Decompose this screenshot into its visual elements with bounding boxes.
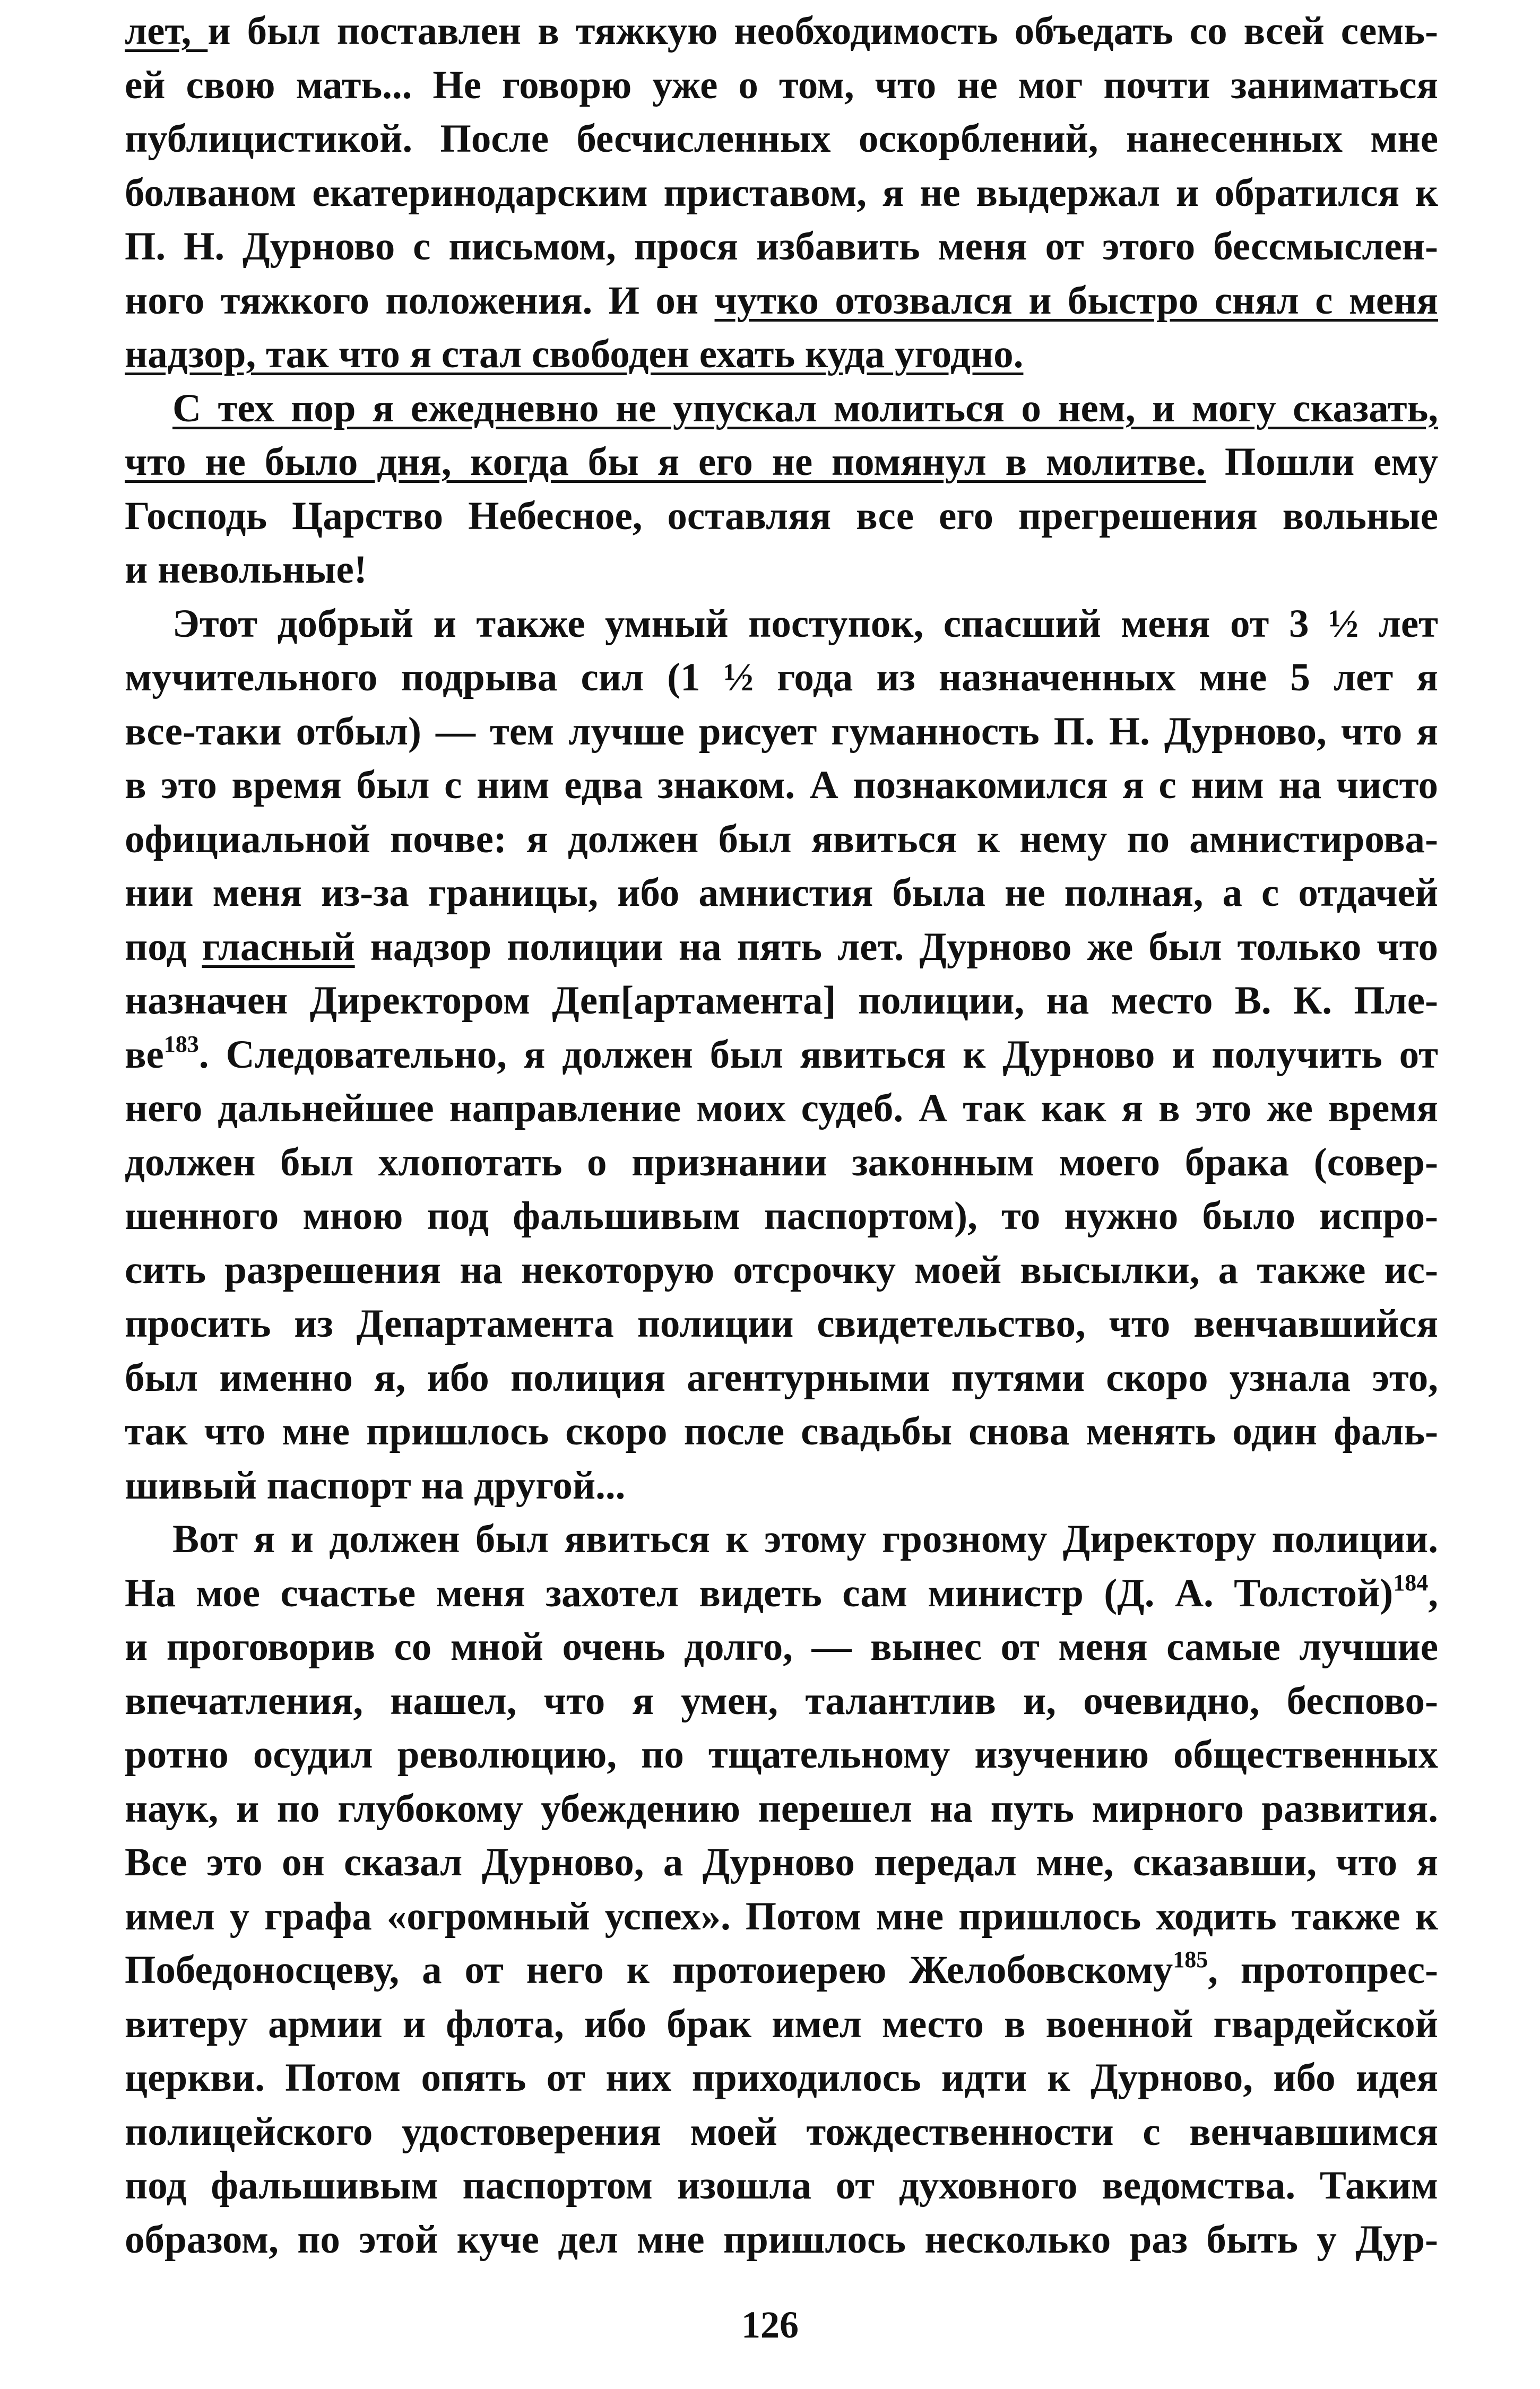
text-run: официальной почве: я должен был явиться к нему по амнистирова- bbox=[125, 817, 1438, 861]
text-line bbox=[125, 1674, 1438, 1728]
text-line bbox=[125, 1512, 1438, 1566]
text-run: все-таки отбыл) — тем лучше рисует гуманность П. Н. Дурново, что я bbox=[125, 709, 1438, 754]
text-run: назначен Директором Деп[артамента] полиции, на место В. К. Пле- bbox=[125, 979, 1438, 1023]
text-run: болваном екатеринодарским приставом, я не выдержал и обратился к bbox=[125, 170, 1438, 215]
text-run: него дальнейшее направление моих судеб. А так как я в это же время bbox=[125, 1086, 1438, 1130]
text-line bbox=[125, 1028, 1438, 1082]
text-run: , протопрес- bbox=[1208, 1948, 1438, 1992]
footnote-ref: 184 bbox=[1393, 1569, 1429, 1596]
footnote-ref: 183 bbox=[163, 1031, 199, 1057]
text-line bbox=[125, 2159, 1438, 2213]
text-run: Вот я и должен был явиться к этому грозному Директору полиции. bbox=[172, 1517, 1438, 1561]
text-line bbox=[125, 382, 1438, 436]
text-run: шивый паспорт на другой... bbox=[125, 1463, 626, 1508]
text-line bbox=[125, 1136, 1438, 1190]
footnote-ref: 185 bbox=[1173, 1946, 1208, 1972]
text-run: наук, и по глубокому убеждению перешел на путь мирного развития. bbox=[125, 1786, 1438, 1831]
text-run: ве bbox=[125, 1032, 164, 1077]
text-line bbox=[125, 920, 1438, 974]
text-line bbox=[125, 651, 1438, 705]
text-run: Пошли ему bbox=[1206, 440, 1438, 484]
text-run: . Следовательно, я должен был явиться к Дурново и получить от bbox=[198, 1032, 1438, 1077]
text-run: ного тяжкого положения. И он bbox=[125, 278, 715, 323]
text-line bbox=[125, 543, 1438, 597]
text-run: Все это он сказал Дурново, а Дурново передал мне, сказавши, что я bbox=[125, 1840, 1438, 1884]
text-run: ротно осудил революцию, по тщательному изучению общественных bbox=[125, 1733, 1438, 1777]
text-run: и невольные! bbox=[125, 548, 367, 592]
text-line bbox=[125, 705, 1438, 759]
underlined-text: чутко отозвался и быстро снял с меня bbox=[714, 278, 1439, 323]
text-line bbox=[125, 974, 1438, 1028]
text-run: должен был хлопотать о признании законным моего брака (совер- bbox=[125, 1140, 1438, 1184]
text-run: впечатления, нашел, что я умен, талантлив и, очевидно, беспово- bbox=[125, 1678, 1438, 1723]
text-run: полицейского удостоверения моей тождественности с венчавшимся bbox=[125, 2109, 1438, 2154]
text-run: церкви. Потом опять от них приходилось идти к Дурново, ибо идея bbox=[125, 2056, 1438, 2100]
text-run: надзор полиции на пять лет. Дурново же был только что bbox=[354, 924, 1438, 969]
text-run: публицистикой. После бесчисленных оскорблений, нанесенных мне bbox=[125, 117, 1438, 161]
text-line bbox=[125, 1943, 1438, 1997]
text-line bbox=[125, 866, 1438, 920]
text-line bbox=[125, 327, 1438, 382]
text-line bbox=[125, 1459, 1438, 1513]
text-line bbox=[125, 597, 1438, 651]
text-run: в это время был с ним едва знаком. А познакомился я с ним на чисто bbox=[125, 763, 1438, 807]
text-run: витеру армии и флота, ибо брак имел место в военной гвардейской bbox=[125, 2002, 1438, 2046]
text-line bbox=[125, 2213, 1438, 2267]
text-run: Победоносцеву, а от него к протоиерею Желобовскому bbox=[125, 1948, 1173, 1992]
text-line bbox=[125, 435, 1438, 489]
text-run: П. Н. Дурново с письмом, прося избавить меня от этого бессмыслен- bbox=[125, 224, 1438, 269]
text-run: Господь Царство Небесное, оставляя все его прегрешения вольные bbox=[125, 494, 1438, 538]
text-run: и проговорив со мной очень долго, — вынес от меня самые лучшие bbox=[125, 1625, 1438, 1669]
underlined-text: С тех пор я ежедневно не упускал молиться о нем, и могу сказать, bbox=[172, 386, 1438, 430]
text-line bbox=[125, 812, 1438, 867]
text-line bbox=[125, 2051, 1438, 2105]
text-line bbox=[125, 1081, 1438, 1136]
text-run: был именно я, ибо полиция агентурными путями скоро узнала это, bbox=[125, 1355, 1438, 1400]
page-number: 126 bbox=[741, 2304, 799, 2346]
text-line bbox=[125, 1405, 1438, 1459]
text-run: имел у графа «огромный успех». Потом мне пришлось ходить также к bbox=[125, 1894, 1438, 1938]
text-run: ей свою мать... Не говорю уже о том, что не мог почти заниматься bbox=[125, 63, 1438, 107]
text-line bbox=[125, 274, 1438, 328]
text-line bbox=[125, 1620, 1438, 1674]
text-line bbox=[125, 166, 1438, 220]
text-run: так что мне пришлось скоро после свадьбы снова менять один фаль- bbox=[125, 1409, 1438, 1453]
text-line bbox=[125, 1836, 1438, 1890]
text-run: шенного мною под фальшивым паспортом), то нужно было испро- bbox=[125, 1194, 1438, 1238]
text-run: просить из Департамента полиции свидетельство, что венчавшийся bbox=[125, 1302, 1438, 1346]
text-run: нии меня из-за границы, ибо амнистия была не полная, а с отдачей bbox=[125, 871, 1438, 915]
text-line bbox=[125, 58, 1438, 112]
text-line bbox=[125, 1297, 1438, 1351]
text-run: сить разрешения на некоторую отсрочку моей высылки, а также ис- bbox=[125, 1248, 1438, 1292]
text-run: , bbox=[1428, 1571, 1438, 1615]
underlined-text: лет, bbox=[125, 9, 208, 53]
text-line bbox=[125, 1351, 1438, 1405]
underlined-text: надзор, так что я стал свободен ехать куда угодно. bbox=[125, 332, 1024, 376]
text-line bbox=[125, 4, 1438, 58]
text-run: Этот добрый и также умный поступок, спасший меня от 3 ½ лет bbox=[172, 601, 1438, 646]
text-line bbox=[125, 1566, 1438, 1621]
text-line bbox=[125, 112, 1438, 166]
text-line bbox=[125, 1728, 1438, 1782]
text-run: и был поставлен в тяжкую необходимость объедать со всей семь- bbox=[207, 9, 1438, 53]
text-line bbox=[125, 489, 1438, 543]
text-run: под bbox=[125, 924, 202, 969]
underlined-text: гласный bbox=[202, 924, 355, 969]
text-line bbox=[125, 1997, 1438, 2052]
body-text bbox=[125, 4, 1438, 2266]
text-line bbox=[125, 220, 1438, 274]
text-line bbox=[125, 1189, 1438, 1243]
text-run: образом, по этой куче дел мне пришлось несколько раз быть у Дур- bbox=[125, 2217, 1438, 2262]
text-line bbox=[125, 1890, 1438, 1944]
text-line bbox=[125, 758, 1438, 812]
text-run: под фальшивым паспортом изошла от духовного ведомства. Таким bbox=[125, 2163, 1438, 2208]
underlined-text: что не было дня, когда бы я его не помянул в молитве. bbox=[125, 440, 1206, 484]
text-run: На мое счастье меня захотел видеть сам министр (Д. А. Толстой) bbox=[125, 1571, 1394, 1615]
text-line bbox=[125, 1782, 1438, 1836]
text-run: мучительного подрыва сил (1 ½ года из назначенных мне 5 лет я bbox=[125, 655, 1438, 699]
text-line bbox=[125, 2105, 1438, 2159]
text-line bbox=[125, 1243, 1438, 1297]
